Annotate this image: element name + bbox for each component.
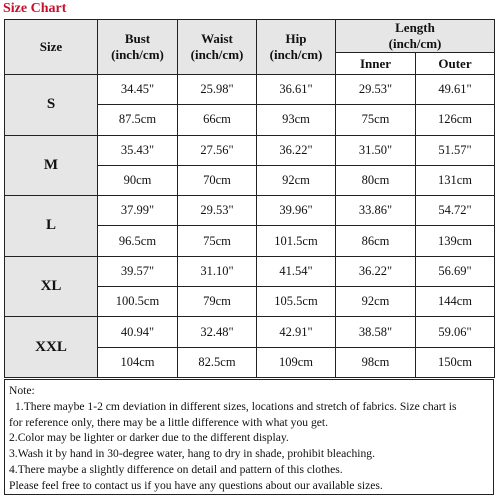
size-label: M — [5, 135, 98, 196]
cm-value: 150cm — [416, 347, 495, 377]
header-waist: Waist (inch/cm) — [178, 20, 257, 75]
cm-value: 98cm — [336, 347, 416, 377]
cm-value: 70cm — [178, 165, 257, 195]
inch-value: 35.43" — [98, 135, 178, 165]
inch-value: 25.98" — [178, 75, 257, 105]
cm-value: 105.5cm — [257, 287, 336, 317]
header-outer: Outer — [416, 53, 495, 75]
header-length: Length (inch/cm) — [336, 20, 495, 53]
header-hip: Hip (inch/cm) — [257, 20, 336, 75]
cm-value: 82.5cm — [178, 347, 257, 377]
inch-value: 36.61" — [257, 75, 336, 105]
inch-value: 38.58" — [336, 317, 416, 347]
size-label: XL — [5, 256, 98, 317]
inch-value: 39.57" — [98, 256, 178, 286]
note-line: 3.Wash it by hand in 30-degree water, hang to dry in shade, prohibit bleaching. — [9, 447, 375, 461]
inch-value: 31.50" — [336, 135, 416, 165]
cm-value: 80cm — [336, 165, 416, 195]
size-label: S — [5, 75, 98, 136]
cm-value: 66cm — [178, 105, 257, 135]
cm-value: 109cm — [257, 347, 336, 377]
note-heading: Note: — [9, 384, 35, 397]
inch-value: 32.48" — [178, 317, 257, 347]
inch-value: 59.06" — [416, 317, 495, 347]
cm-value: 100.5cm — [98, 287, 178, 317]
inch-value: 49.61" — [416, 75, 495, 105]
notes-box — [4, 379, 494, 495]
inch-value: 29.53" — [336, 75, 416, 105]
header-inner: Inner — [336, 53, 416, 75]
note-line: 4.There maybe a slightly difference on detail and pattern of this clothes. — [9, 462, 343, 476]
table-row — [5, 256, 495, 286]
inch-value: 56.69" — [416, 256, 495, 286]
inch-value: 51.57" — [416, 135, 495, 165]
table-row — [5, 196, 495, 226]
cm-value: 101.5cm — [257, 226, 336, 256]
note-line: 1.There maybe 1-2 cm deviation in different sizes, locations and stretch of fabrics. Size chart is — [15, 399, 457, 413]
inch-value: 27.56" — [178, 135, 257, 165]
inch-value: 34.45" — [98, 75, 178, 105]
cm-value: 104cm — [98, 347, 178, 377]
cm-value: 131cm — [416, 165, 495, 195]
cm-value: 96.5cm — [98, 226, 178, 256]
cm-value: 75cm — [178, 226, 257, 256]
cm-value: 126cm — [416, 105, 495, 135]
header-bust: Bust (inch/cm) — [98, 20, 178, 75]
header-row — [5, 20, 495, 53]
cm-value: 79cm — [178, 287, 257, 317]
header-size: Size — [5, 20, 98, 75]
cm-value: 86cm — [336, 226, 416, 256]
note-line: Please feel free to contact us if you have any questions about our available sizes. — [9, 478, 383, 492]
inch-value: 39.96" — [257, 196, 336, 226]
inch-value: 40.94" — [98, 317, 178, 347]
inch-value: 42.91" — [257, 317, 336, 347]
cm-value: 144cm — [416, 287, 495, 317]
cm-value: 92cm — [257, 165, 336, 195]
cm-value: 92cm — [336, 287, 416, 317]
inch-value: 37.99" — [98, 196, 178, 226]
inch-value: 36.22" — [336, 256, 416, 286]
page-title: Size Chart — [3, 1, 67, 16]
size-label: L — [5, 196, 98, 257]
inch-value: 33.86" — [336, 196, 416, 226]
note-line: for reference only, there may be a little difference with what you get. — [9, 415, 329, 429]
inch-value: 41.54" — [257, 256, 336, 286]
cm-value: 139cm — [416, 226, 495, 256]
inch-value: 31.10" — [178, 256, 257, 286]
table-row — [5, 135, 495, 165]
note-line: 2.Color may be lighter or darker due to the different display. — [9, 431, 289, 445]
cm-value: 75cm — [336, 105, 416, 135]
cm-value: 87.5cm — [98, 105, 178, 135]
size-label: XXL — [5, 317, 98, 378]
table-row — [5, 317, 495, 347]
inch-value: 54.72" — [416, 196, 495, 226]
size-chart-table — [4, 19, 495, 378]
inch-value: 36.22" — [257, 135, 336, 165]
inch-value: 29.53" — [178, 196, 257, 226]
table-row — [5, 75, 495, 105]
cm-value: 93cm — [257, 105, 336, 135]
cm-value: 90cm — [98, 165, 178, 195]
